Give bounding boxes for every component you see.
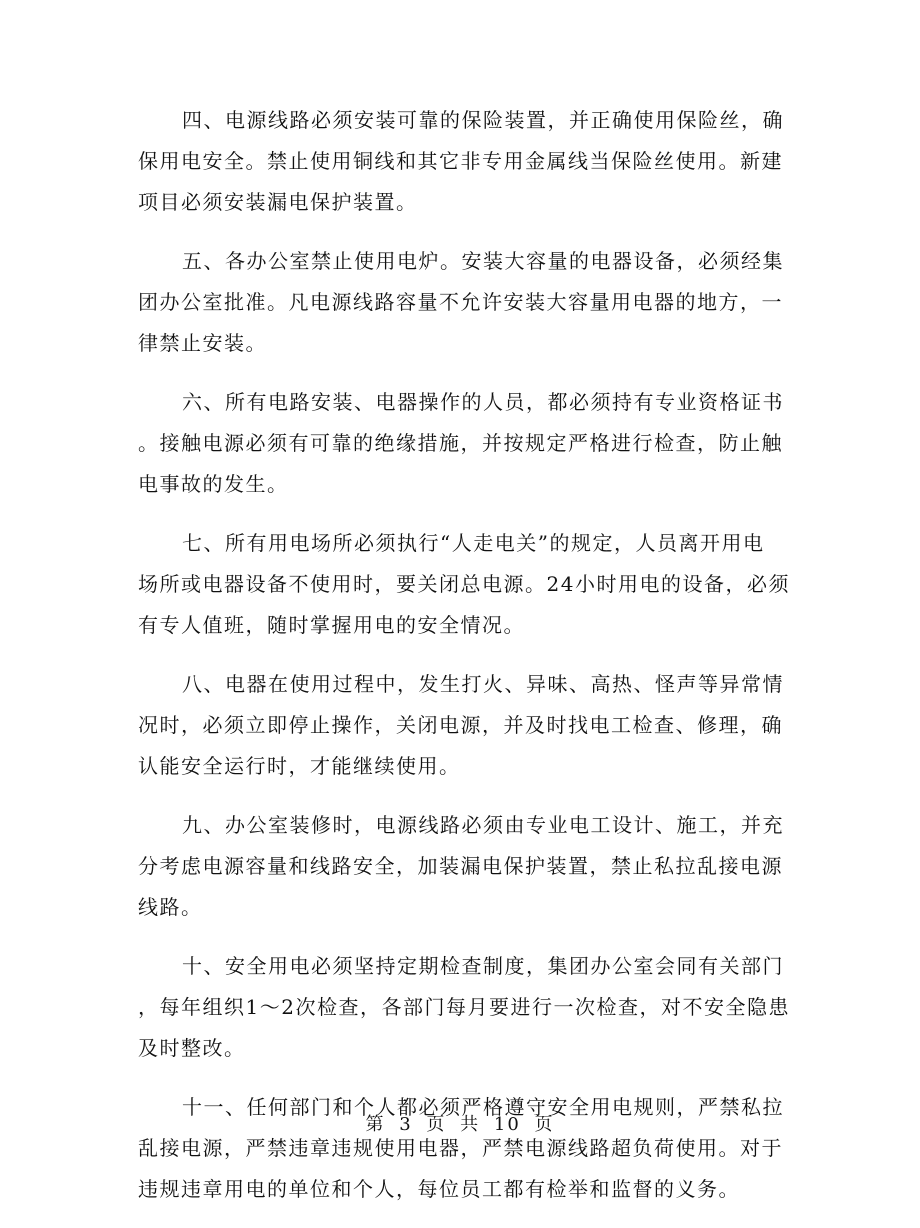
paragraph-line: 律禁止安装。 [138,331,267,355]
paragraph-8 [138,664,782,787]
paragraph-line: 四、电源线路必须安装可靠的保险装置，并正确使用保险丝，确 [182,108,784,132]
paragraph-line: 五、各办公室禁止使用电炉。安装大容量的电器设备，必须经集 [182,249,784,273]
paragraph-line: 团办公室批准。凡电源线路容量不允许安装大容量用电器的地方，一 [138,290,783,314]
paragraph-4 [138,100,782,223]
document-body [138,100,790,1228]
paragraph-line: 九、办公室装修时，电源线路必须由专业电工设计、施工，并充 [182,813,784,837]
paragraph-line: 七、所有用电场所必须执行“人走电关”的规定，人员离开用电 [182,531,765,555]
paragraph-line: 六、所有电路安装、电器操作的人员，都必须持有专业资格证书 [182,390,784,414]
paragraph-line: 电事故的发生。 [138,472,289,496]
paragraph-9 [138,805,782,928]
paragraph-line: 项目必须安装漏电保护装置。 [138,190,418,214]
footer-page-word: 页 [426,1114,447,1135]
paragraph-line: 线路。 [138,895,203,919]
paragraph-line: 保用电安全。禁止使用铜线和其它非专用金属线当保险丝使用。新建 [138,149,783,173]
paragraph-6 [138,382,782,505]
paragraph-line: 及时整改。 [138,1036,246,1060]
paragraph-line: 认能安全运行时，才能继续使用。 [138,754,461,778]
paragraph-7 [138,523,790,646]
paragraph-line: ，每年组织1～2次检查，各部门每月要进行一次检查，对不安全隐患 [138,995,790,1019]
footer-total-pages: 10 [493,1114,521,1135]
footer-prefix: 第 [365,1114,386,1135]
paragraph-line: 况时，必须立即停止操作，关闭电源，并及时找电工检查、修理，确 [138,713,783,737]
paragraph-line: 有专人值班，随时掌握用电的安全情况。 [138,613,525,637]
paragraph-10 [138,946,790,1069]
page-footer [0,1110,920,1136]
paragraph-line: 八、电器在使用过程中，发生打火、异味、高热、怪声等异常情 [182,672,784,696]
paragraph-line: 分考虑电源容量和线路安全，加装漏电保护装置，禁止私拉乱接电源 [138,854,783,878]
footer-current-page: 3 [399,1114,413,1135]
paragraph-5 [138,241,782,364]
paragraph-11 [138,1087,782,1210]
paragraph-line: 违规违章用电的单位和个人，每位员工都有检举和监督的义务。 [138,1177,740,1201]
paragraph-line: 。接触电源必须有可靠的绝缘措施，并按规定严格进行检查，防止触 [138,431,783,455]
paragraph-line: 十、安全用电必须坚持定期检查制度，集团办公室会同有关部门 [182,954,784,978]
footer-page-word-2: 页 [534,1114,555,1135]
footer-total-word: 共 [460,1114,481,1135]
paragraph-line: 十一、任何部门和个人都必须严格遵守安全用电规则，严禁私拉 [182,1095,784,1119]
paragraph-line: 场所或电器设备不使用时，要关闭总电源。24小时用电的设备，必须 [138,572,790,596]
paragraph-line: 乱接电源，严禁违章违规使用电器，严禁电源线路超负荷使用。对于 [138,1136,783,1160]
